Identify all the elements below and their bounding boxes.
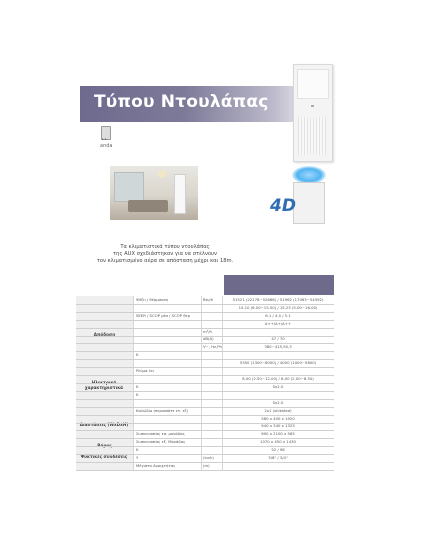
row-label: Ψύξη / θέρμανση	[136, 296, 169, 302]
group-electrical: Ηλεκτρικά χαρακτηριστικά	[84, 380, 124, 390]
product-description	[60, 244, 270, 265]
row-value: 380~415,50,3	[264, 344, 292, 350]
row-value: 1070 x 450 x 1430	[260, 439, 296, 445]
remote-caption: ••	[101, 137, 107, 143]
table-row	[76, 462, 334, 471]
row-label: K	[136, 383, 139, 389]
row-value: 2x1 (shielded)	[264, 407, 292, 413]
room-sofa	[128, 200, 168, 212]
description-line: της AUX σχεδιάστηκαν για να στέλνουν	[113, 251, 217, 257]
row-label: SEER / SCOP μέσ / SCOP θερ	[136, 312, 190, 318]
row-value: 5350 (1300~6000) / 4000 (1000~5800)	[239, 360, 317, 366]
ac-unit-4d-illustration	[293, 182, 325, 224]
room-photo	[110, 166, 198, 220]
description-line: τον κλιματισμένο αέρα σε απόσταση μέχρι και 18m.	[96, 258, 234, 264]
row-value: 3/8" / 3/4"	[268, 455, 288, 461]
row-label: Συσκευασίας εξ. Μονάδας	[136, 439, 186, 445]
row-label: Y	[136, 455, 139, 461]
row-unit: dB(A)	[203, 336, 214, 342]
row-label: Καλώδιο (περισσότε ετ. εξ)	[136, 407, 189, 413]
unit-display-panel	[297, 69, 329, 99]
room-window	[114, 172, 144, 202]
row-value: 47 / 70	[271, 336, 285, 342]
description-line: Τα κλιματιστικά τύπου ντουλάπας	[120, 244, 210, 250]
group-dimensions: Διαστάσεις (WxDxH)	[79, 422, 129, 427]
row-unit: (m)	[203, 463, 210, 469]
row-unit: Btu/h	[203, 296, 214, 302]
row-value: 690 x 2100 x 565	[261, 431, 295, 437]
room-lamp	[158, 170, 166, 178]
row-value: 580 x 400 x 1920	[261, 415, 295, 421]
row-value: 6.1 / 4.0 / 5.1	[265, 312, 291, 318]
room-ac-unit	[174, 174, 186, 214]
brand-caption: anda	[100, 143, 113, 149]
row-label: K	[136, 447, 139, 453]
row-label: K	[136, 391, 139, 397]
row-value: 5x2.5	[272, 399, 284, 405]
row-label: Ρεύμα λει	[136, 368, 155, 374]
row-value: 52 / 98	[271, 447, 285, 453]
page-title: Τύπου Ντουλάπας	[94, 92, 269, 112]
group-performance: Απόδοση	[93, 332, 116, 337]
row-label: K	[136, 352, 139, 358]
row-value: 5x2.5	[272, 383, 284, 389]
row-label: Συσκευασίας εσ. μονάδας	[136, 431, 185, 437]
floor-standing-ac-image	[293, 64, 333, 162]
group-piping: Ψυκτικές συνδέσεις	[80, 454, 128, 459]
spec-table	[76, 296, 334, 470]
row-value: 51521 (22178~52866) / 51962 (17063~54592)	[232, 296, 324, 302]
row-value: 15.10 (6.50~15.50) / 15.23 (5.00~16.00)	[238, 304, 318, 310]
row-value: A++/A+/A++	[264, 320, 292, 326]
spec-table-header	[224, 275, 334, 295]
row-unit: V~, Hz,Ph	[203, 344, 222, 350]
row-unit: m³/h	[203, 328, 212, 334]
row-label: Μέγιστο Ανοιχτήτας	[136, 463, 176, 469]
title-banner	[80, 86, 270, 122]
group-weight: Βάρος	[97, 443, 112, 448]
unit-indicator	[311, 105, 314, 107]
row-value: 8.00 (2.50~12.00) / 8.00 (2.00~8.50)	[242, 376, 314, 382]
unit-grill	[298, 117, 326, 155]
row-value: 940 x 340 x 1325	[261, 423, 295, 429]
4d-airflow-label: 4D	[270, 196, 296, 216]
row-unit: (inch)	[203, 455, 214, 461]
